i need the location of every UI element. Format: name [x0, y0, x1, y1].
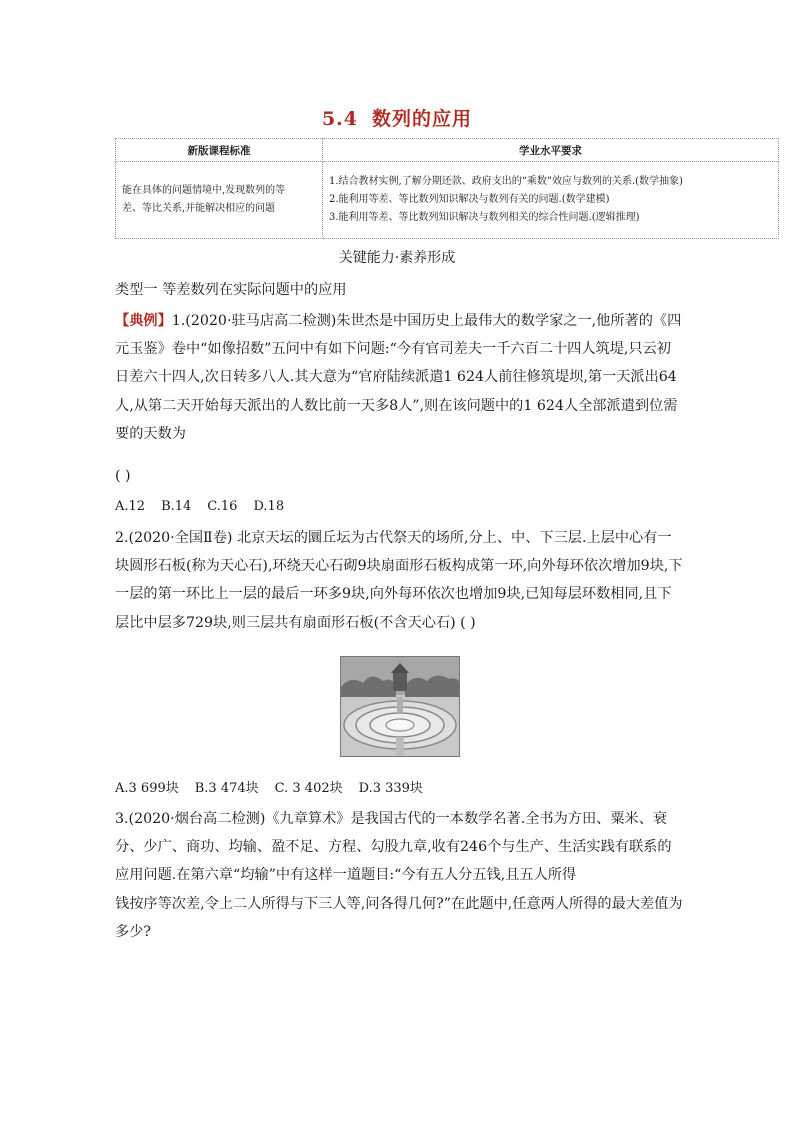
section-number: 5.4: [321, 108, 359, 130]
temple-of-heaven-photo: [340, 656, 460, 757]
option-c: C. 3 402块: [274, 781, 343, 796]
page-title: [0, 104, 794, 131]
question-1-text: 1.(2020·驻马店高二检测)朱世杰是中国历史上最伟大的数学家之一,他所著的《四元玉鉴》卷中“如像招数”五问中有如下问题:“今有官司差夫一千六百二十四人筑堤,只云初日差六十四人,次日转多八人.其大意为“官府陆续派遣1 624人前往修筑堤坝,第一天派出64人,从第二天开始每天派出的人数比前一天多8人”,则在该问题中的1 624人全部派遣到位需要的天数为: [115, 313, 682, 442]
requirement-line: 3.能利用等差、等比数列知识解决与数列相关的综合性问题.(逻辑推理): [329, 212, 640, 223]
question-1-options: [115, 499, 300, 514]
option-d: D.3 339块: [358, 781, 423, 796]
option-a: A.12: [115, 499, 146, 514]
option-a: A.3 699块: [115, 781, 179, 796]
table-header-requirements: 学业水平要求: [323, 139, 779, 162]
question-3-continued: 钱按序等次差,令上二人所得与下三人等,问各得几何?”在此题中,任意两人所得的最大差值为多少?: [115, 896, 683, 941]
standards-line: 能在具体的问题情境中,发现数列的等: [122, 185, 286, 196]
question-2: 2.(2020·全国Ⅱ卷) 北京天坛的圜丘坛为古代祭天的场所,分上、中、下三层.上层中心有一块圆形石板(称为天心石),环绕天心石砌9块扇面形石板构成第一环,向外每环依次增加9块,下一层的第一环比上一层的最后一环多9块,向外每环依次也增加9块,已知每层环数相同,且下层比中层多729块,则三层共有扇面形石板(不含天心石) ( ): [115, 530, 683, 631]
option-d: D.18: [253, 499, 285, 514]
section-title: 数列的应用: [372, 108, 473, 130]
type-heading: 类型一 等差数列在实际问题中的应用: [115, 282, 347, 298]
table-header-standards: 新版课程标准: [116, 139, 323, 162]
option-b: B.14: [161, 499, 192, 514]
example-tag: 【典例】: [115, 313, 172, 329]
curriculum-standards-table: [115, 138, 779, 239]
question-1-paren: ( ): [115, 468, 131, 484]
option-c: C.16: [207, 499, 238, 514]
question-3: 3.(2020·烟台高二检测)《九章算术》是我国古代的一本数学名著.全书为方田、粟米、衰分、少广、商功、均输、盈不足、方程、勾股九章,收有246个与生产、生活实践有联系的应用问题.在第六章“均输”中有这样一道题目:“今有五人分五钱,且五人所得: [115, 811, 672, 884]
section-heading: 关键能力·素养形成: [338, 250, 456, 266]
requirement-line: 2.能利用等差、等比数列知识解决与数列有关的问题.(数学建模): [329, 194, 610, 205]
requirement-line: 1.结合教材实例,了解分期还款、政府支出的“乘数”效应与数列的关系.(数学抽象): [329, 176, 683, 187]
option-b: B.3 474块: [194, 781, 259, 796]
standards-line: 差、等比关系,并能解决相应的问题: [122, 203, 276, 214]
table-cell-standards: [116, 162, 323, 239]
question-1: [115, 307, 685, 448]
question-2-options: [115, 777, 439, 796]
table-cell-requirements: [323, 162, 779, 239]
